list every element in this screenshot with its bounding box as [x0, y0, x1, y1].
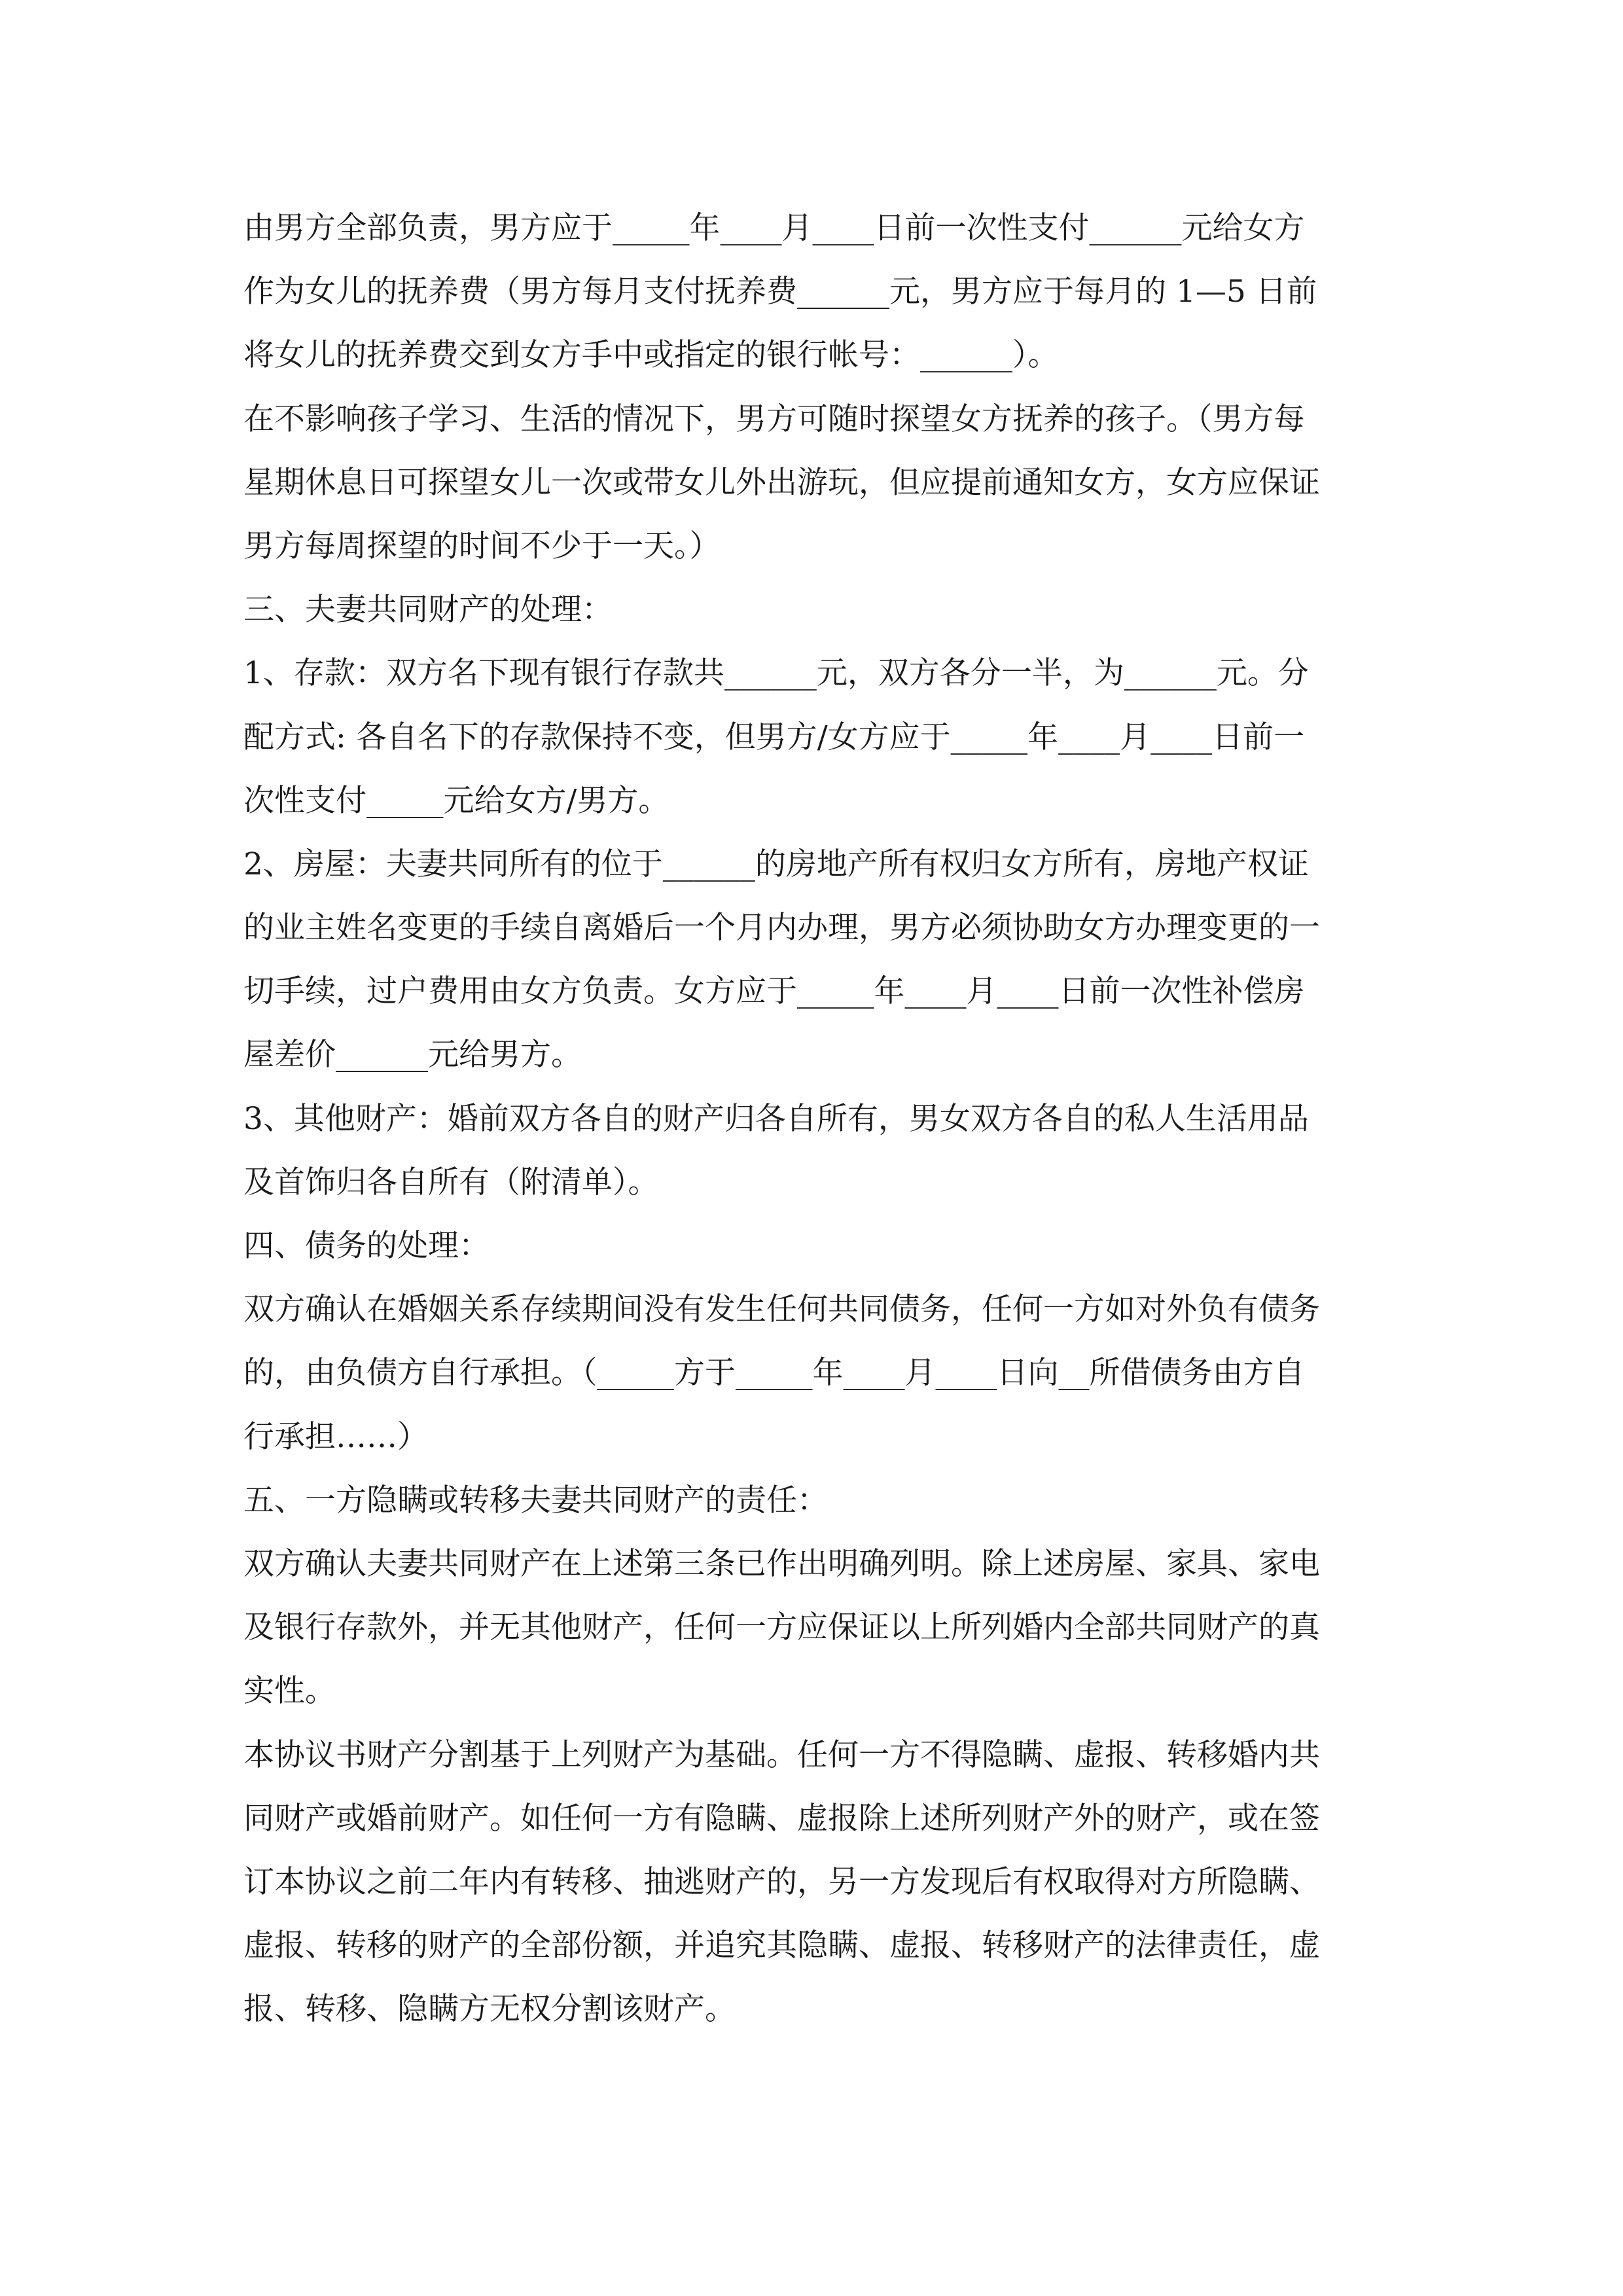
text-line: 星期休息日可探望女儿一次或带女儿外出游玩，但应提前通知女方，女方应保证: [243, 464, 1320, 501]
text-line: 的，由负债方自行承担。（_____方于_____年____月____日向__所借债务由方自: [243, 1355, 1305, 1391]
text-line: 2、房屋：夫妻共同所有的位于______的房地产所有权归女方所有，房地产权证: [243, 846, 1309, 882]
text-line: 虚报、转移的财产的全部份额，并追究其隐瞒、虚报、转移财产的法律责任，虚: [243, 1928, 1320, 1964]
text-line: 行承担……）: [243, 1418, 428, 1455]
section-heading: 五、一方隐瞒或转移夫妻共同财产的责任：: [243, 1482, 828, 1518]
document-body: [243, 196, 1382, 2041]
text-line: 男方每周探望的时间不少于一天。）: [243, 528, 721, 564]
text-line: 的业主姓名变更的手续自离婚后一个月内办理，男方必须协助女方办理变更的一: [243, 910, 1320, 946]
text-line: 双方确认在婚姻关系存续期间没有发生任何共同债务，任何一方如对外负有债务: [243, 1291, 1320, 1328]
text-line: 作为女儿的抚养费（男方每月支付抚养费______元，男方应于每月的 1—5 日前: [243, 274, 1317, 310]
text-line: 由男方全部负责，男方应于_____年____月____日前一次性支付______元给女方: [243, 210, 1305, 246]
text-line: 及首饰归各自所有（附清单）。: [243, 1164, 659, 1200]
text-line: 双方确认夫妻共同财产在上述第三条已作出明确列明。除上述房屋、家具、家电: [243, 1545, 1320, 1582]
text-line: 订本协议之前二年内有转移、抽逃财产的，另一方发现后有权取得对方所隐瞒、: [243, 1863, 1320, 1900]
text-line: 1、存款：双方名下现有银行存款共______元，双方各分一半，为______元。分: [243, 655, 1309, 692]
text-line: 次性支付_____元给女方/男方。: [243, 782, 669, 819]
text-line: 报、转移、隐瞒方无权分割该财产。: [243, 1991, 736, 2028]
section-heading: 三、夫妻共同财产的处理：: [243, 592, 613, 628]
text-line: 在不影响孩子学习、生活的情况下，男方可随时探望女方抚养的孩子。（男方每: [243, 401, 1305, 437]
text-line: 3、其他财产：婚前双方各自的财产归各自所有，男女双方各自的私人生活用品: [243, 1100, 1309, 1137]
text-line: 同财产或婚前财产。如任何一方有隐瞒、虚报除上述所列财产外的财产，或在签: [243, 1800, 1320, 1837]
text-line: 切手续，过户费用由女方负责。女方应于_____年____月____日前一次性补偿房: [243, 973, 1305, 1010]
text-line: 屋差价______元给男方。: [243, 1037, 582, 1073]
section-heading: 四、债务的处理：: [243, 1228, 490, 1264]
text-line: 实性。: [243, 1673, 336, 1710]
text-line: 配方式: 各自名下的存款保持不变，但男方/女方应于_____年____月____日前一: [243, 719, 1305, 755]
text-line: 本协议书财产分割基于上列财产为基础。任何一方不得隐瞒、虚报、转移婚内共: [243, 1736, 1320, 1773]
text-line: 将女儿的抚养费交到女方手中或指定的银行帐号：______）。: [243, 337, 1059, 374]
text-line: 及银行存款外，并无其他财产，任何一方应保证以上所列婚内全部共同财产的真: [243, 1609, 1320, 1646]
